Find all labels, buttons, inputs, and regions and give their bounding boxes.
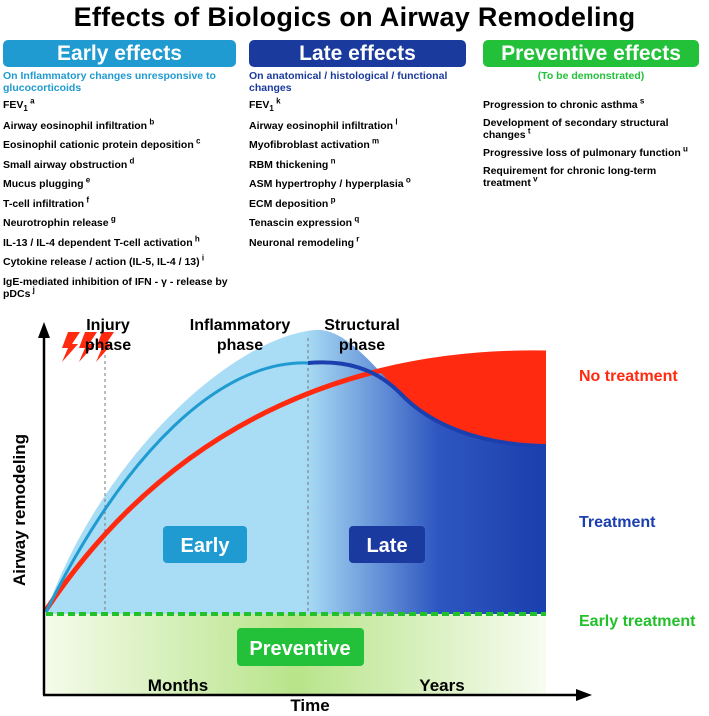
phase-label-line: phase (84, 337, 132, 354)
effect-item-text: Eosinophil cationic protein deposition (3, 139, 194, 151)
effect-item-text: Tenascin expression (249, 217, 353, 229)
effect-item-text: Small airway obstruction (3, 158, 128, 171)
effect-item (249, 234, 469, 249)
effect-item-text: Cytokine release / action (IL-5, IL-4 / 13) (3, 256, 200, 268)
effect-item (249, 195, 469, 210)
effect-item-reference: d (127, 156, 135, 165)
preventive-effects-subtitle: (To be demonstrated) (537, 70, 645, 82)
phase-label-line: Inflammatory (189, 317, 291, 334)
y-axis-arrow (38, 322, 50, 338)
phase-label-line: phase (216, 337, 264, 354)
effect-item-reference: n (328, 156, 336, 165)
phase-label-line: phase (338, 337, 386, 354)
late-region-label: Late (366, 535, 408, 557)
effect-item (3, 234, 243, 249)
effect-item-reference: e (83, 175, 91, 185)
effect-item-text: Development of secondary structural changes (483, 117, 669, 141)
effect-item-reference: g (108, 214, 116, 224)
effect-item-reference: m (369, 136, 380, 146)
effect-item (3, 136, 243, 151)
preventive-effects-list (483, 96, 705, 195)
effect-item-reference: a (27, 96, 35, 106)
effect-item-reference: p (328, 195, 336, 204)
early-effects-header: Early effects (3, 40, 236, 67)
early-effects-subtitle: On Inflammatory changes unresponsive to glucocorticoids (3, 70, 216, 94)
effect-item-text: Requirement for chronic long-term treatment (483, 165, 657, 189)
treatment-label: Treatment (579, 514, 656, 531)
effect-item-reference: t (525, 126, 531, 136)
effect-item (249, 117, 469, 132)
effect-item (483, 117, 705, 141)
effect-item-reference: r (354, 234, 360, 243)
effect-item-reference: h (192, 234, 200, 243)
effect-item-reference: i (199, 253, 205, 263)
effect-item-text: RBM thickening (249, 158, 329, 171)
effect-item (3, 117, 243, 132)
effect-item (3, 253, 243, 268)
late-effects-subtitle: On anatomical / histological / functional changes (249, 70, 448, 94)
effect-item-reference: o (403, 175, 411, 185)
effect-item-text: Progression to chronic asthma (483, 99, 638, 111)
x-tick-years: Years (419, 676, 465, 695)
effect-item-text: Airway eosinophil infiltration (249, 119, 394, 132)
effect-item-reference: v (530, 174, 538, 184)
effect-item-text: Airway eosinophil infiltration (3, 119, 148, 132)
effect-item-subscript: 1 (23, 104, 28, 113)
phase-label-line: Structural (324, 317, 400, 334)
effect-item-text: Neuronal remodeling (249, 236, 355, 249)
effect-item (249, 156, 469, 171)
late-effects-list (249, 96, 469, 256)
x-tick-months: Months (147, 676, 209, 695)
effect-item (3, 96, 243, 113)
effect-item (249, 214, 469, 229)
effect-item-text: IL-13 / IL-4 dependent T-cell activation (3, 236, 193, 249)
effect-item-text: Progressive loss of pulmonary function (483, 147, 681, 159)
late-effects-header: Late effects (249, 40, 466, 67)
preventive-region-label: Preventive (249, 638, 351, 660)
effect-item (483, 96, 705, 111)
effect-item (249, 136, 469, 151)
effect-item-text: ECM deposition (249, 197, 329, 210)
effect-item (249, 96, 469, 113)
x-axis-label: Time (290, 696, 330, 715)
effect-item-text: T-cell infiltration (3, 197, 85, 210)
effect-item-reference: f (84, 195, 89, 204)
phase-label-line: Injury (86, 317, 130, 334)
effect-item-reference: q (352, 214, 360, 224)
effect-item (3, 276, 243, 300)
effect-item-text: FEV (249, 99, 270, 111)
effect-item-text: ASM hypertrophy / hyperplasia (249, 178, 404, 190)
early-effects-list (3, 96, 243, 307)
effect-item-reference: s (637, 96, 645, 106)
x-axis-arrow (576, 689, 592, 701)
effect-item-text: Mucus plugging (3, 178, 84, 190)
remodeling-diagram (0, 300, 709, 716)
page-title: Effects of Biologics on Airway Remodeling (73, 2, 636, 32)
effect-item-text: Neurotrophin release (3, 217, 109, 229)
effect-item-reference: j (30, 285, 35, 294)
effect-item-subscript: 1 (269, 104, 274, 113)
effect-item (249, 175, 469, 190)
effect-item (483, 165, 705, 189)
effect-item (3, 214, 243, 229)
early-treatment-label: Early treatment (579, 613, 696, 630)
y-axis-label: Airway remodeling (10, 433, 29, 587)
effect-item-reference: k (273, 96, 281, 106)
effect-item-text: FEV (3, 99, 24, 111)
effect-item (3, 195, 243, 210)
effect-item-text: IgE-mediated inhibition of IFN - γ - release by pDCs (3, 275, 228, 300)
effect-item-reference: b (147, 117, 155, 126)
effect-item-text: Myofibroblast activation (249, 139, 370, 151)
effect-item (483, 144, 705, 159)
no-treatment-label: No treatment (579, 368, 678, 385)
effect-item (3, 175, 243, 190)
preventive-effects-header: Preventive effects (483, 40, 699, 67)
effect-item-reference: l (393, 117, 398, 126)
early-region-label: Early (180, 535, 230, 557)
effect-item-reference: u (680, 144, 688, 154)
effect-item-reference: c (193, 136, 201, 146)
effect-item (3, 156, 243, 171)
